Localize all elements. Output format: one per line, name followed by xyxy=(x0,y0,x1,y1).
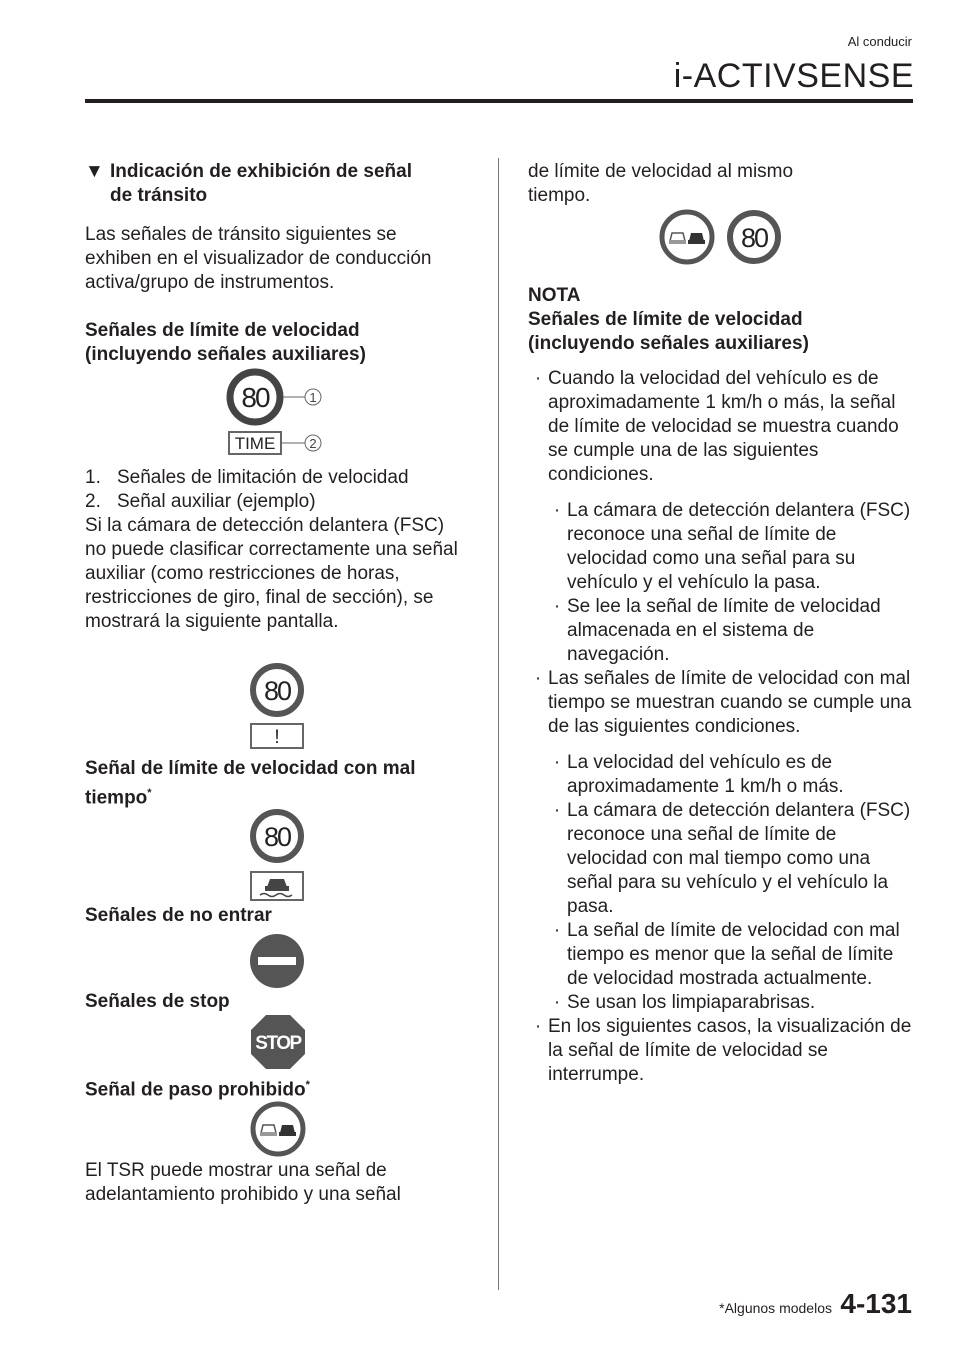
bullet-text: En los siguientes casos, la visualización de la señal de límite de velocidad se interrumpe. xyxy=(548,1016,912,1085)
sign-value: 80 xyxy=(263,822,291,852)
bullet-dot: · xyxy=(553,752,561,773)
tsr-paragraph: El TSR puede mostrar una señal de adelantamiento prohibido y una señal xyxy=(85,1160,401,1205)
bullet-dot: · xyxy=(553,920,561,941)
bullet-item xyxy=(528,919,913,991)
no-entry-sign-icon xyxy=(248,932,308,992)
list-text: Señales de limitación de velocidad xyxy=(117,467,409,488)
note-label: NOTA xyxy=(528,285,581,306)
bullet-dot: · xyxy=(553,596,561,617)
bullet-item xyxy=(528,1015,913,1087)
list-number: 1. xyxy=(85,467,101,488)
bullet-dot: · xyxy=(553,800,561,821)
section-label: Al conducir xyxy=(847,34,912,49)
title-text: Señal de límite de velocidad con mal tiempo xyxy=(85,758,416,809)
speed-limit-figure xyxy=(225,368,335,458)
asterisk: * xyxy=(305,1079,310,1091)
bullet-text: Se usan los limpiaparabrisas. xyxy=(567,992,816,1013)
bad-weather-title xyxy=(85,757,465,810)
bullet-text: La cámara de detección delantera (FSC) reconoce una señal de límite de velocidad con mal tiempo como una señal para su vehículo y el vehículo la pasa. xyxy=(567,800,911,917)
bullet-text: La velocidad del vehículo es de aproximadamente 1 km/h o más. xyxy=(567,752,844,797)
bullet-text: Las señales de límite de velocidad con mal tiempo se muestran cuando se cumple una de las siguientes condiciones. xyxy=(548,668,912,737)
bullet-dot: · xyxy=(553,992,561,1013)
combined-signs-figure xyxy=(658,208,788,268)
page-title: i-ACTIVSENSE xyxy=(673,57,914,95)
note-bullets xyxy=(528,367,913,1087)
title-text: Señal de paso prohibido xyxy=(85,1079,306,1101)
bullet-dot: · xyxy=(534,1016,542,1037)
stop-title: Señales de stop xyxy=(85,991,230,1012)
header-rule xyxy=(85,99,913,103)
section-heading xyxy=(85,160,465,208)
numbered-list xyxy=(85,466,465,514)
list-item xyxy=(85,466,465,490)
stop-sign-icon xyxy=(250,1014,306,1070)
bullet-text: La señal de límite de velocidad con mal tiempo es menor que la señal de límite de velocidad mostrada actualmente. xyxy=(567,920,900,989)
sign-value: 80 xyxy=(241,382,269,413)
heading-text-2: de tránsito xyxy=(110,185,208,206)
stop-text: STOP xyxy=(255,1033,301,1054)
bullet-text: La cámara de detección delantera (FSC) reconoce una señal de límite de velocidad como una señal para su vehículo y el vehículo la pasa. xyxy=(567,500,911,593)
bullet-item xyxy=(528,799,913,919)
bad-weather-figure xyxy=(248,808,308,904)
list-text: Señal auxiliar (ejemplo) xyxy=(117,491,316,512)
callout-2: 2 xyxy=(309,436,317,451)
list-number: 2. xyxy=(85,491,101,512)
bullet-dot: · xyxy=(534,668,542,689)
bullet-item xyxy=(528,991,913,1015)
page-number: 4-131 xyxy=(840,1288,912,1319)
heading-text: Indicación de exhibición de señal xyxy=(110,161,412,182)
bullet-item xyxy=(528,367,913,487)
bullet-dot: · xyxy=(534,368,542,389)
bullet-item xyxy=(528,751,913,799)
continued-paragraph: de límite de velocidad al mismo tiempo. xyxy=(528,161,794,206)
unknown-aux-figure xyxy=(248,662,308,754)
bullet-item xyxy=(528,667,913,739)
callout-1: 1 xyxy=(309,390,317,405)
no-passing-title xyxy=(85,1073,310,1102)
bullet-item xyxy=(528,595,913,667)
sign-value: 80 xyxy=(263,676,291,706)
aux-text: TIME xyxy=(234,434,276,453)
fsc-paragraph: Si la cámara de detección delantera (FSC) no puede clasificar correctamente una señal auxiliar (como restricciones de horas, restricciones de giro, final de sección), se mostrará la siguiente pantalla. xyxy=(85,515,458,632)
speed-signs-title: Señales de límite de velocidad (incluyendo señales auxiliares) xyxy=(85,320,366,365)
wet-road-sign-icon xyxy=(251,872,303,900)
bullet-item xyxy=(528,499,913,595)
note-title: Señales de límite de velocidad (incluyendo señales auxiliares) xyxy=(528,309,809,354)
sign-value: 80 xyxy=(740,223,768,253)
no-passing-sign-icon xyxy=(662,212,712,262)
no-entry-title: Señales de no entrar xyxy=(85,905,272,926)
no-passing-sign-icon xyxy=(249,1100,307,1158)
column-divider xyxy=(498,158,499,1290)
intro-paragraph: Las señales de tránsito siguientes se exhiben en el visualizador de conducción activa/grupo de instrumentos. xyxy=(85,224,432,293)
aux-text: ! xyxy=(274,727,280,748)
list-item xyxy=(85,490,465,514)
asterisk: * xyxy=(147,787,152,799)
triangle-icon: ▼ xyxy=(85,161,104,182)
bullet-dot: · xyxy=(553,500,561,521)
footnote: *Algunos modelos xyxy=(719,1300,832,1316)
bullet-text: Se lee la señal de límite de velocidad almacenada en el sistema de navegación. xyxy=(567,596,881,665)
bullet-text: Cuando la velocidad del vehículo es de aproximadamente 1 km/h o más, la señal de límite de velocidad se muestra cuando se cumple una de las siguientes condiciones. xyxy=(548,368,899,485)
